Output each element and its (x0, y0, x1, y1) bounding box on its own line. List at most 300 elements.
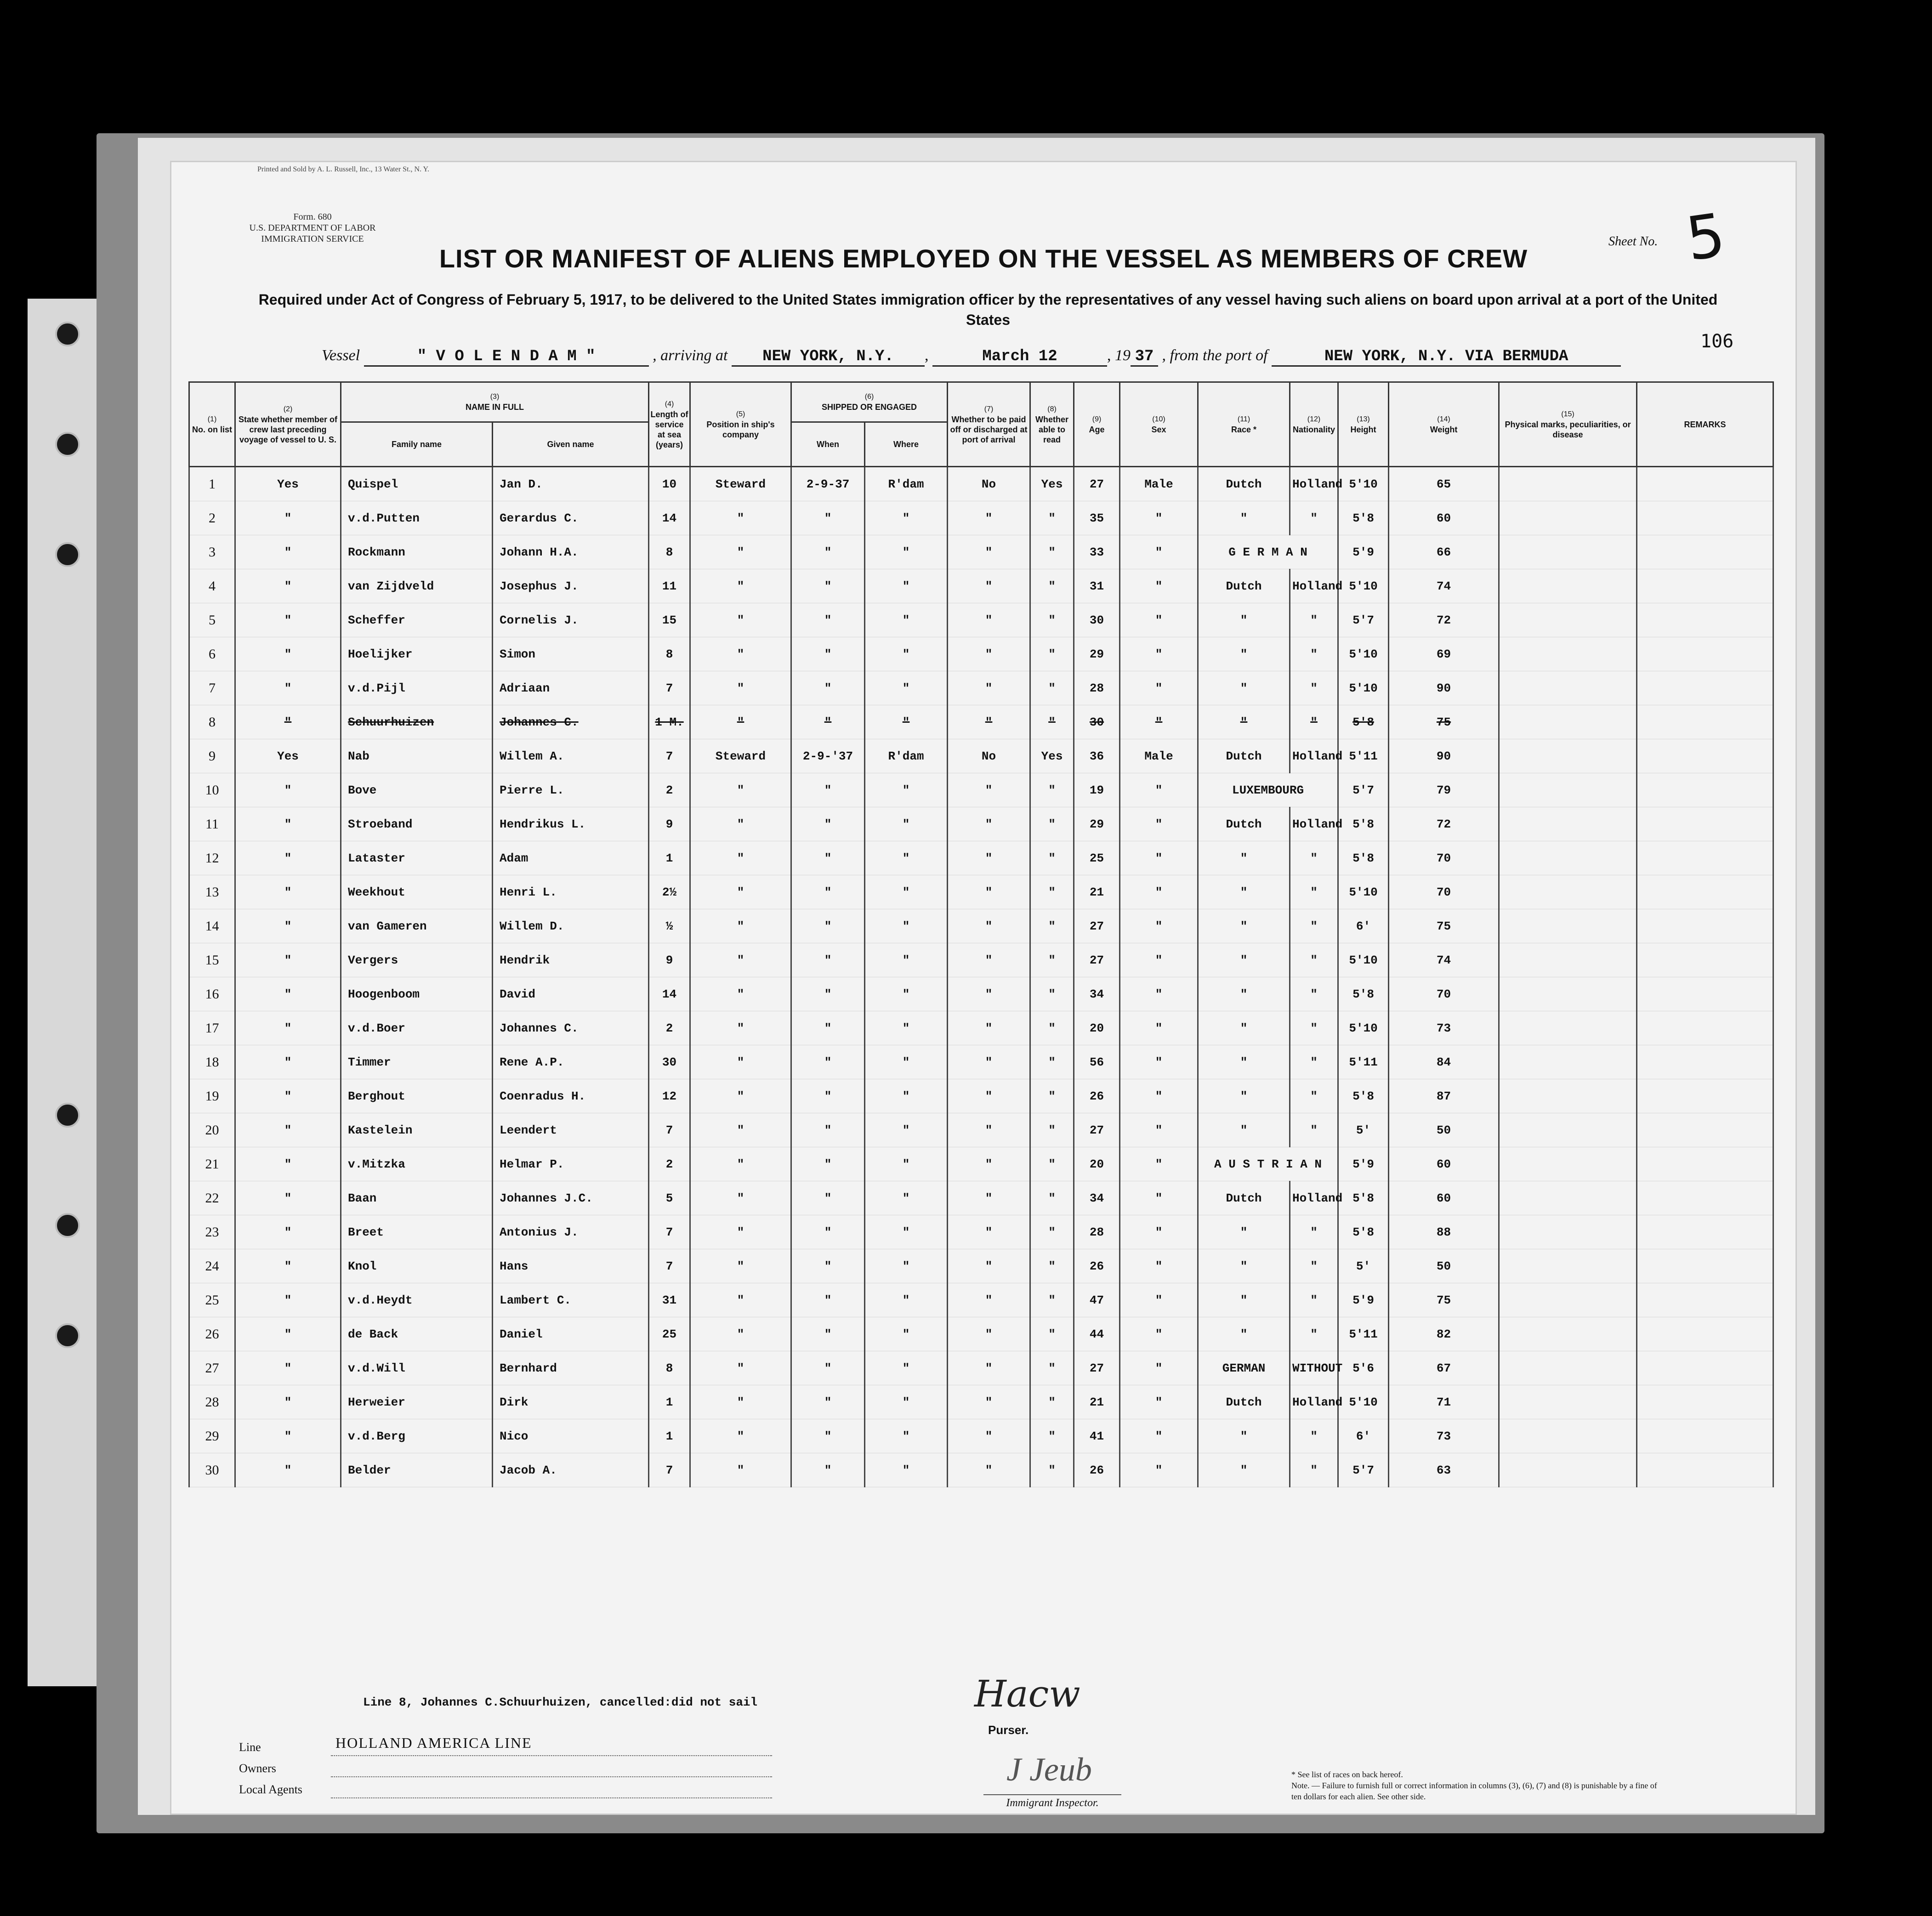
cell-previous-voyage: " (235, 909, 341, 943)
line-value: HOLLAND AMERICA LINE (335, 1735, 532, 1751)
cell-age: 34 (1074, 977, 1120, 1011)
cell-age: 29 (1074, 807, 1120, 841)
cell-sex: " (1120, 1045, 1198, 1079)
cell-remarks (1637, 467, 1773, 501)
cell-family-name: van Gameren (341, 909, 493, 943)
cell-race: " (1198, 909, 1290, 943)
cell-remarks (1637, 841, 1773, 875)
cell-race: " (1198, 1283, 1290, 1317)
cell-previous-voyage: " (235, 705, 341, 739)
cell-weight: 75 (1389, 909, 1499, 943)
cell-weight: 69 (1389, 637, 1499, 671)
cell-service-years: 8 (649, 535, 690, 569)
cell-sex: " (1120, 1249, 1198, 1283)
cell-height: 5'9 (1338, 1283, 1389, 1317)
cell-nationality: " (1290, 909, 1338, 943)
cell-remarks (1637, 1283, 1773, 1317)
cell-height: 5'10 (1338, 1385, 1389, 1419)
cell-race: Dutch (1198, 1181, 1290, 1215)
cell-physical-marks (1499, 1215, 1637, 1249)
cell-able-to-read: " (1030, 1113, 1074, 1147)
cell-weight: 66 (1389, 535, 1499, 569)
cell-shipped-when: " (791, 1215, 865, 1249)
cell-age: 27 (1074, 1351, 1120, 1385)
cell-race: " (1198, 1011, 1290, 1045)
cell-given-name: Lambert C. (493, 1283, 649, 1317)
cell-shipped-when: " (791, 977, 865, 1011)
cell-previous-voyage: " (235, 875, 341, 909)
cell-height: 5' (1338, 1249, 1389, 1283)
cell-height: 5'8 (1338, 1079, 1389, 1113)
cell-remarks (1637, 1045, 1773, 1079)
cell-paid-off: " (948, 535, 1030, 569)
cell-service-years: 10 (649, 467, 690, 501)
cell-age: 29 (1074, 637, 1120, 671)
cell-able-to-read: " (1030, 569, 1074, 603)
cell-height: 5'10 (1338, 875, 1389, 909)
cell-position: " (690, 1181, 791, 1215)
service-name: IMMIGRATION SERVICE (261, 234, 364, 244)
cell-physical-marks (1499, 1317, 1637, 1351)
table-row (189, 1419, 1773, 1453)
cell-family-name: Breet (341, 1215, 493, 1249)
cell-family-name: Hoogenboom (341, 977, 493, 1011)
cell-height: 5'10 (1338, 1011, 1389, 1045)
cell-race: " (1198, 977, 1290, 1011)
cancellation-note: Line 8, Johannes C.Schuurhuizen, cancelled:did not sail (363, 1695, 758, 1709)
cell-paid-off: " (948, 875, 1030, 909)
cell-height: 5'11 (1338, 1317, 1389, 1351)
cell-given-name: Rene A.P. (493, 1045, 649, 1079)
cell-paid-off: " (948, 569, 1030, 603)
cell-shipped-where: " (865, 1215, 948, 1249)
cell-sex: " (1120, 1079, 1198, 1113)
cell-row-number: 20 (189, 1113, 235, 1147)
department-name: U.S. DEPARTMENT OF LABOR (249, 223, 376, 233)
cell-previous-voyage: " (235, 943, 341, 977)
cell-paid-off: " (948, 841, 1030, 875)
cell-family-name: de Back (341, 1317, 493, 1351)
cell-paid-off: " (948, 1079, 1030, 1113)
cell-sex: " (1120, 841, 1198, 875)
cell-row-number: 29 (189, 1419, 235, 1453)
cell-weight: 50 (1389, 1249, 1499, 1283)
cell-service-years: 9 (649, 807, 690, 841)
cell-height: 5'9 (1338, 1147, 1389, 1181)
table-row (189, 739, 1773, 773)
cell-paid-off: No (948, 467, 1030, 501)
cell-shipped-where: " (865, 1317, 948, 1351)
cell-weight: 84 (1389, 1045, 1499, 1079)
table-row (189, 943, 1773, 977)
cell-sex: Male (1120, 467, 1198, 501)
cell-row-number: 15 (189, 943, 235, 977)
cell-shipped-when: " (791, 1385, 865, 1419)
cell-remarks (1637, 1317, 1773, 1351)
cell-service-years: 30 (649, 1045, 690, 1079)
cell-race: Dutch (1198, 807, 1290, 841)
cell-family-name: Weekhout (341, 875, 493, 909)
cell-height: 5'8 (1338, 1181, 1389, 1215)
cell-race: " (1198, 1113, 1290, 1147)
cell-physical-marks (1499, 1113, 1637, 1147)
cell-weight: 79 (1389, 773, 1499, 807)
cell-nationality: " (1290, 501, 1338, 535)
cell-race: " (1198, 1317, 1290, 1351)
cell-paid-off: " (948, 671, 1030, 705)
cell-given-name: Dirk (493, 1385, 649, 1419)
cell-able-to-read: " (1030, 773, 1074, 807)
cell-previous-voyage: " (235, 1215, 341, 1249)
col-header-previous-voyage: (2) State whether member of crew last preceding voyage of vessel to U. S. (235, 382, 341, 467)
punch-hole (55, 1103, 80, 1128)
agents-field-rule (331, 1797, 772, 1798)
footnote-fine: Note. — Failure to furnish full or correct information in columns (3), (6), (7) and (8) is punishable by a fine of ten dollars for each alien. See other side. (1291, 1781, 1657, 1801)
cell-given-name: Jacob A. (493, 1453, 649, 1487)
cell-family-name: Scheffer (341, 603, 493, 637)
cell-nationality: Holland (1290, 467, 1338, 501)
cell-position: " (690, 569, 791, 603)
cell-shipped-where: R'dam (865, 467, 948, 501)
cell-row-number: 12 (189, 841, 235, 875)
cell-service-years: 7 (649, 1215, 690, 1249)
cell-shipped-when: " (791, 1147, 865, 1181)
cell-row-number: 22 (189, 1181, 235, 1215)
cell-able-to-read: " (1030, 1453, 1074, 1487)
cell-position: " (690, 977, 791, 1011)
col-header-remarks: REMARKS (1637, 382, 1773, 467)
cell-nationality: Holland (1290, 739, 1338, 773)
cell-physical-marks (1499, 569, 1637, 603)
cell-remarks (1637, 637, 1773, 671)
cell-race: LUXEMBOURG (1198, 773, 1338, 807)
cell-age: 28 (1074, 1215, 1120, 1249)
table-row (189, 603, 1773, 637)
cell-race: Dutch (1198, 569, 1290, 603)
cell-age: 27 (1074, 909, 1120, 943)
cell-remarks (1637, 739, 1773, 773)
cell-row-number: 14 (189, 909, 235, 943)
cell-given-name: Coenradus H. (493, 1079, 649, 1113)
cell-family-name: v.d.Pijl (341, 671, 493, 705)
cell-nationality: " (1290, 705, 1338, 739)
cell-height: 6' (1338, 909, 1389, 943)
cell-shipped-where: " (865, 773, 948, 807)
cell-paid-off: " (948, 1215, 1030, 1249)
cell-row-number: 23 (189, 1215, 235, 1249)
cell-able-to-read: " (1030, 943, 1074, 977)
cell-nationality: " (1290, 1317, 1338, 1351)
cell-able-to-read: " (1030, 1283, 1074, 1317)
table-row (189, 1249, 1773, 1283)
cell-previous-voyage: " (235, 807, 341, 841)
cell-previous-voyage: Yes (235, 739, 341, 773)
cell-sex: Male (1120, 739, 1198, 773)
cell-position: " (690, 501, 791, 535)
cell-given-name: Johannes C. (493, 705, 649, 739)
cell-previous-voyage: " (235, 1045, 341, 1079)
cell-previous-voyage: " (235, 1011, 341, 1045)
cell-weight: 73 (1389, 1011, 1499, 1045)
cell-service-years: 1 M. (649, 705, 690, 739)
cell-shipped-when: " (791, 773, 865, 807)
crew-rows (189, 467, 1773, 1487)
cell-family-name: Quispel (341, 467, 493, 501)
cell-height: 6' (1338, 1419, 1389, 1453)
col-header-nationality: (12) Nationality (1290, 382, 1338, 467)
cell-shipped-where: " (865, 535, 948, 569)
vessel-info: Vessel " V O L E N D A M " , arriving at NEW YORK, N.Y. , March 12 , 19 37 , from the port of NEW YORK, N.Y. VIA BERMUDA (322, 347, 1746, 367)
cell-family-name: Timmer (341, 1045, 493, 1079)
line-label: Line (239, 1740, 261, 1754)
cell-service-years: 8 (649, 1351, 690, 1385)
cell-able-to-read: " (1030, 841, 1074, 875)
cell-position: " (690, 909, 791, 943)
cell-physical-marks (1499, 1385, 1637, 1419)
cell-weight: 74 (1389, 569, 1499, 603)
cell-given-name: David (493, 977, 649, 1011)
cell-able-to-read: " (1030, 1317, 1074, 1351)
cell-remarks (1637, 603, 1773, 637)
cell-service-years: 14 (649, 977, 690, 1011)
cell-physical-marks (1499, 807, 1637, 841)
table-row (189, 1215, 1773, 1249)
cell-age: 44 (1074, 1317, 1120, 1351)
cell-nationality: " (1290, 1453, 1338, 1487)
cell-service-years: 12 (649, 1079, 690, 1113)
arrival-date: March 12 (932, 348, 1107, 367)
cell-able-to-read: " (1030, 1181, 1074, 1215)
cell-given-name: Johannes J.C. (493, 1181, 649, 1215)
cell-service-years: 7 (649, 671, 690, 705)
cell-family-name: v.d.Berg (341, 1419, 493, 1453)
cell-given-name: Willem A. (493, 739, 649, 773)
cell-nationality: WITHOUT (1290, 1351, 1338, 1385)
cell-paid-off: " (948, 1351, 1030, 1385)
arriving-port: NEW YORK, N.Y. (732, 348, 925, 367)
cell-nationality: Holland (1290, 1385, 1338, 1419)
cell-remarks (1637, 773, 1773, 807)
cell-weight: 67 (1389, 1351, 1499, 1385)
cell-height: 5'10 (1338, 569, 1389, 603)
cell-row-number: 5 (189, 603, 235, 637)
cell-shipped-where: " (865, 1045, 948, 1079)
from-port: NEW YORK, N.Y. VIA BERMUDA (1272, 348, 1621, 367)
cell-weight: 82 (1389, 1317, 1499, 1351)
table-row (189, 467, 1773, 501)
cell-remarks (1637, 1181, 1773, 1215)
cell-shipped-where: " (865, 1419, 948, 1453)
cell-physical-marks (1499, 1011, 1637, 1045)
table-row (189, 671, 1773, 705)
cell-remarks (1637, 1453, 1773, 1487)
cell-service-years: 8 (649, 637, 690, 671)
cell-race: GERMAN (1198, 1351, 1290, 1385)
cell-shipped-when: " (791, 1113, 865, 1147)
cell-row-number: 24 (189, 1249, 235, 1283)
cell-able-to-read: " (1030, 1011, 1074, 1045)
cell-nationality: Holland (1290, 1181, 1338, 1215)
cell-family-name: Schuurhuizen (341, 705, 493, 739)
cell-age: 35 (1074, 501, 1120, 535)
cell-row-number: 2 (189, 501, 235, 535)
cell-family-name: Stroeband (341, 807, 493, 841)
cell-given-name: Bernhard (493, 1351, 649, 1385)
cell-shipped-when: " (791, 841, 865, 875)
cell-nationality: " (1290, 1079, 1338, 1113)
cell-weight: 70 (1389, 875, 1499, 909)
cell-nationality: " (1290, 977, 1338, 1011)
cell-height: 5'11 (1338, 1045, 1389, 1079)
from-label: , from the port of (1162, 347, 1268, 364)
agents-label: Local Agents (239, 1783, 302, 1796)
cell-previous-voyage: " (235, 1283, 341, 1317)
cell-physical-marks (1499, 841, 1637, 875)
cell-height: 5' (1338, 1113, 1389, 1147)
cell-remarks (1637, 1419, 1773, 1453)
cell-service-years: 15 (649, 603, 690, 637)
cell-shipped-where: " (865, 569, 948, 603)
cell-service-years: 7 (649, 1249, 690, 1283)
cell-nationality: " (1290, 943, 1338, 977)
cell-row-number: 9 (189, 739, 235, 773)
cell-position: " (690, 1113, 791, 1147)
cell-remarks (1637, 1079, 1773, 1113)
punch-hole (55, 542, 80, 567)
cell-age: 25 (1074, 841, 1120, 875)
cell-shipped-where: " (865, 1181, 948, 1215)
cell-height: 5'8 (1338, 977, 1389, 1011)
cell-row-number: 26 (189, 1317, 235, 1351)
col-header-family-name: Family name (341, 422, 493, 467)
cell-physical-marks (1499, 1147, 1637, 1181)
cell-remarks (1637, 1147, 1773, 1181)
cell-shipped-when: " (791, 1351, 865, 1385)
table-row (189, 1079, 1773, 1113)
table-row (189, 909, 1773, 943)
cell-remarks (1637, 1215, 1773, 1249)
cell-shipped-when: 2-9-37 (791, 467, 865, 501)
cell-family-name: Bove (341, 773, 493, 807)
cell-shipped-where: " (865, 1249, 948, 1283)
page-number: 106 (1700, 331, 1734, 352)
cell-able-to-read: Yes (1030, 739, 1074, 773)
cell-sex: " (1120, 1283, 1198, 1317)
cell-position: " (690, 603, 791, 637)
cell-shipped-where: " (865, 943, 948, 977)
cell-paid-off: " (948, 637, 1030, 671)
cell-shipped-where: " (865, 875, 948, 909)
cell-shipped-where: " (865, 1113, 948, 1147)
cell-able-to-read: " (1030, 1215, 1074, 1249)
cell-physical-marks (1499, 875, 1637, 909)
cell-nationality: " (1290, 1283, 1338, 1317)
cell-family-name: v.Mitzka (341, 1147, 493, 1181)
printer-credit: Printed and Sold by A. L. Russell, Inc., 13 Water St., N. Y. (257, 165, 429, 173)
cell-weight: 75 (1389, 705, 1499, 739)
cell-family-name: Herweier (341, 1385, 493, 1419)
cell-physical-marks (1499, 943, 1637, 977)
cell-position: " (690, 1317, 791, 1351)
cell-height: 5'10 (1338, 467, 1389, 501)
form-info (239, 211, 386, 244)
cell-row-number: 6 (189, 637, 235, 671)
cell-given-name: Hendrikus L. (493, 807, 649, 841)
cell-given-name: Helmar P. (493, 1147, 649, 1181)
cell-shipped-where: R'dam (865, 739, 948, 773)
cell-position: " (690, 705, 791, 739)
cell-height: 5'8 (1338, 1215, 1389, 1249)
cell-race: " (1198, 1419, 1290, 1453)
cell-able-to-read: " (1030, 705, 1074, 739)
cell-paid-off: " (948, 807, 1030, 841)
cell-height: 5'8 (1338, 705, 1389, 739)
table-row (189, 977, 1773, 1011)
cell-physical-marks (1499, 671, 1637, 705)
cell-sex: " (1120, 1317, 1198, 1351)
cell-weight: 71 (1389, 1385, 1499, 1419)
cell-sex: " (1120, 671, 1198, 705)
cell-shipped-where: " (865, 1385, 948, 1419)
cell-able-to-read: " (1030, 1147, 1074, 1181)
cell-family-name: Berghout (341, 1079, 493, 1113)
cell-row-number: 10 (189, 773, 235, 807)
cell-physical-marks (1499, 705, 1637, 739)
cell-service-years: 11 (649, 569, 690, 603)
manifest-page (170, 161, 1797, 1815)
cell-sex: " (1120, 569, 1198, 603)
cell-paid-off: " (948, 1113, 1030, 1147)
cell-family-name: Lataster (341, 841, 493, 875)
cell-shipped-when: " (791, 1181, 865, 1215)
cell-position: " (690, 1283, 791, 1317)
cell-position: Steward (690, 739, 791, 773)
cell-given-name: Nico (493, 1419, 649, 1453)
cell-able-to-read: " (1030, 875, 1074, 909)
page-title: LIST OR MANIFEST OF ALIENS EMPLOYED ON THE VESSEL AS MEMBERS OF CREW (439, 244, 1528, 273)
cell-sex: " (1120, 1181, 1198, 1215)
cell-sex: " (1120, 1147, 1198, 1181)
cell-service-years: 7 (649, 1453, 690, 1487)
cell-given-name: Johannes C. (493, 1011, 649, 1045)
cell-shipped-where: " (865, 1147, 948, 1181)
cell-physical-marks (1499, 977, 1637, 1011)
cell-age: 30 (1074, 603, 1120, 637)
year-prefix: 19 (1115, 347, 1131, 364)
cell-row-number: 28 (189, 1385, 235, 1419)
cell-family-name: v.d.Boer (341, 1011, 493, 1045)
cell-position: " (690, 1385, 791, 1419)
cell-shipped-where: " (865, 977, 948, 1011)
cell-given-name: Henri L. (493, 875, 649, 909)
table-row (189, 1385, 1773, 1419)
cell-race: " (1198, 1249, 1290, 1283)
cell-family-name: Vergers (341, 943, 493, 977)
cell-physical-marks (1499, 1351, 1637, 1385)
cell-given-name: Antonius J. (493, 1215, 649, 1249)
cell-position: " (690, 1453, 791, 1487)
table-row (189, 569, 1773, 603)
cell-family-name: Hoelijker (341, 637, 493, 671)
cell-previous-voyage: " (235, 1079, 341, 1113)
cell-previous-voyage: " (235, 501, 341, 535)
cell-row-number: 16 (189, 977, 235, 1011)
cell-nationality: " (1290, 1113, 1338, 1147)
cell-height: 5'7 (1338, 773, 1389, 807)
vessel-name: " V O L E N D A M " (364, 348, 649, 367)
col-header-shipped: (6) SHIPPED OR ENGAGED (791, 382, 948, 422)
cell-paid-off: No (948, 739, 1030, 773)
